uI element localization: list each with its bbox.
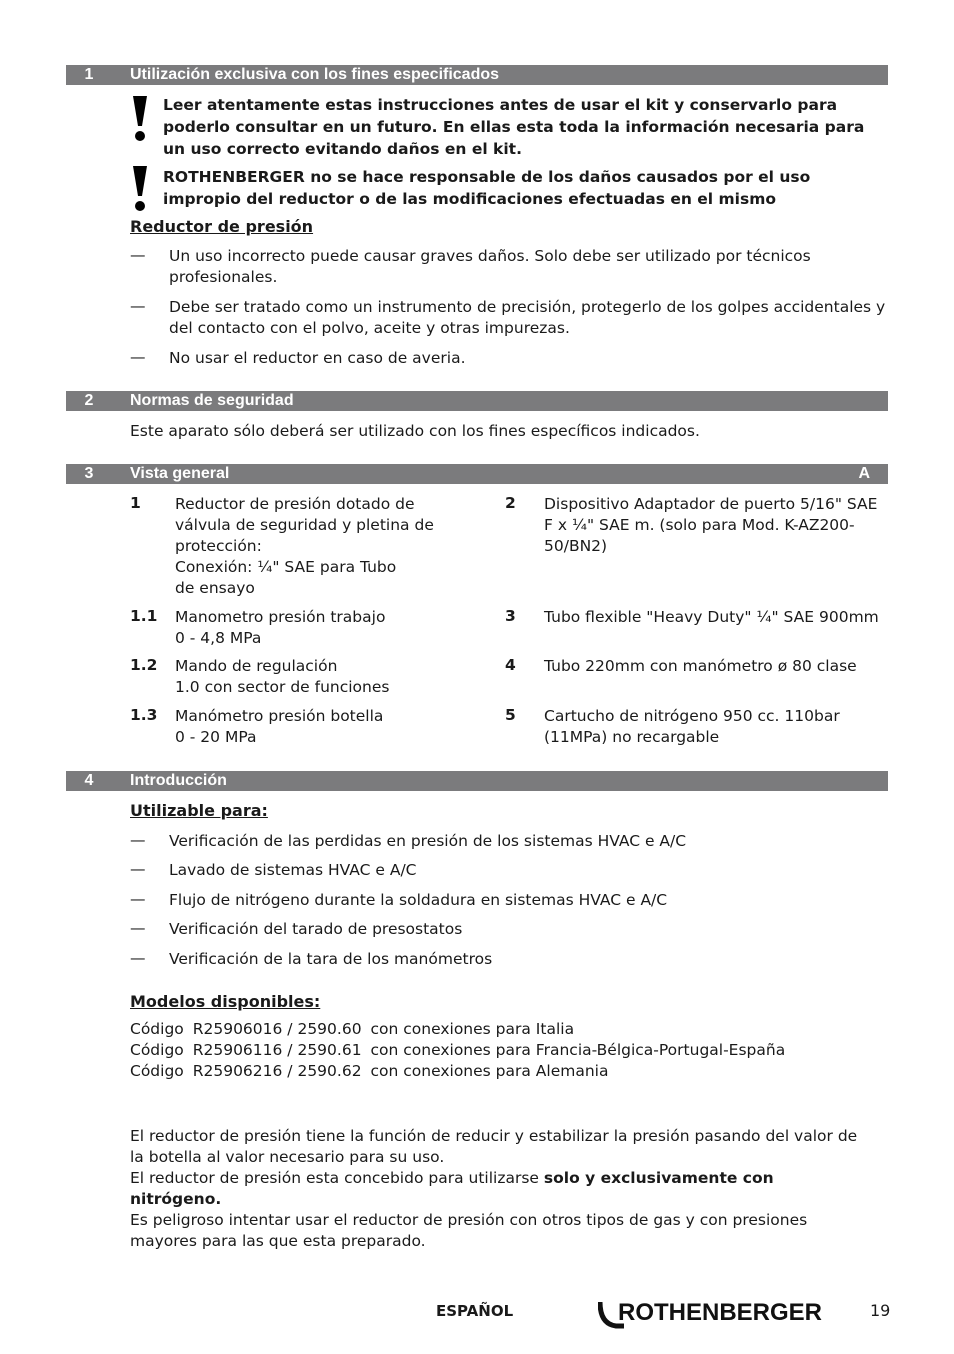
- item-description: Reductor de presión dotado de válvula de seguridad y pletina de protección: Conexión: ¼" SAE para Tubo de ensayo: [175, 495, 434, 597]
- exclamation-icon: [130, 96, 150, 142]
- model-description: con conexiones para Francia-Bélgica-Portugal-España: [370, 1041, 786, 1059]
- model-description: con conexiones para Alemania: [370, 1062, 609, 1080]
- exclamation-icon: [130, 166, 150, 212]
- dash-bullet: —: [130, 919, 146, 937]
- section-2-header: [66, 391, 888, 411]
- models-heading: Modelos disponibles:: [130, 992, 321, 1011]
- rothenberger-logo: [598, 1294, 838, 1334]
- list-item: Flujo de nitrógeno durante la soldadura en sistemas HVAC e A/C: [169, 891, 668, 909]
- item-description: Tubo flexible "Heavy Duty" ¼" SAE 900mm: [544, 608, 879, 626]
- item-number: 5: [505, 706, 516, 724]
- item-number: 1: [130, 494, 141, 512]
- page-number: 19: [870, 1301, 891, 1320]
- dash-bullet: —: [130, 348, 146, 366]
- paragraph-function: El reductor de presión tiene la función de reducir y estabilizar la presión pasando del valor de la botella al valor necesario para su uso.: [130, 1127, 858, 1166]
- item-number: 4: [505, 656, 516, 674]
- item-description: Dispositivo Adaptador de puerto 5/16" SAE F x ¼" SAE m. (solo para Mod. K-AZ200- 50/BN2): [544, 495, 878, 555]
- list-item: No usar el reductor en caso de averia.: [169, 349, 466, 367]
- section-title: Introducción: [130, 772, 227, 789]
- paragraph-nitrogen-text: El reductor de presión esta concebido para utilizarse: [130, 1169, 544, 1187]
- logo-text: ROTHENBERGER: [618, 1299, 823, 1326]
- footer-language: ESPAÑOL: [436, 1302, 514, 1320]
- item-number: 2: [505, 494, 516, 512]
- model-label: Código: [130, 1041, 184, 1059]
- intro-paragraph: [130, 1126, 870, 1252]
- section-title: Normas de seguridad: [130, 392, 294, 409]
- section-title: Utilización exclusiva con los fines especificados: [130, 66, 500, 83]
- item-description: Manometro presión trabajo 0 - 4,8 MPa: [175, 608, 386, 647]
- model-code: R25906016 / 2590.60: [192, 1020, 362, 1038]
- item-description: Mando de regulación 1.0 con sector de funciones: [175, 657, 390, 696]
- model-code: R25906216 / 2590.62: [192, 1062, 362, 1080]
- model-row: [130, 1062, 608, 1080]
- item-description: Manómetro presión botella 0 - 20 MPa: [175, 707, 384, 746]
- item-number: 3: [505, 607, 516, 625]
- list-item: Verificación del tarado de presostatos: [169, 920, 463, 938]
- item-number: 1.3: [130, 706, 158, 724]
- dash-bullet: —: [130, 949, 146, 967]
- list-item: Verificación de las perdidas en presión de los sistemas HVAC e A/C: [169, 832, 687, 850]
- item-number: 1.1: [130, 607, 158, 625]
- figure-reference: A: [858, 465, 870, 482]
- model-row: [130, 1041, 785, 1059]
- model-code: R25906116 / 2590.61: [192, 1041, 362, 1059]
- section-1-header: [66, 65, 888, 85]
- list-item: Debe ser tratado como un instrumento de precisión, protegerlo de los golpes accidentales y del contacto con el polvo, aceite y otras impurezas.: [169, 298, 886, 337]
- section-number: 2: [84, 392, 94, 409]
- item-number: 1.2: [130, 656, 158, 674]
- paragraph-nitrogen-emphasis: solo y exclusivamente con nitrógeno.: [130, 1169, 774, 1208]
- dash-bullet: —: [130, 831, 146, 849]
- section-number: 1: [84, 66, 94, 83]
- model-label: Código: [130, 1062, 184, 1080]
- dash-bullet: —: [130, 890, 146, 908]
- dash-bullet: —: [130, 860, 146, 878]
- utilizable-heading: Utilizable para:: [130, 801, 268, 820]
- section-3-header: [66, 464, 888, 484]
- warning-text: ROTHENBERGER no se hace responsable de los daños causados por el uso impropio del reductor o de las modificaciones efectuadas en el mismo: [163, 168, 811, 208]
- reductor-heading: Reductor de presión: [130, 217, 314, 236]
- model-label: Código: [130, 1020, 184, 1038]
- list-item: Un uso incorrecto puede causar graves daños. Solo debe ser utilizado por técnicos profesionales.: [169, 247, 811, 286]
- item-description: Cartucho de nitrógeno 950 cc. 110bar (11MPa) no recargable: [544, 707, 840, 746]
- paragraph-nitrogen: [130, 1168, 870, 1210]
- section-4-header: [66, 771, 888, 791]
- item-description: Tubo 220mm con manómetro ø 80 clase: [544, 657, 857, 675]
- model-description: con conexiones para Italia: [370, 1020, 575, 1038]
- section-number: 3: [84, 465, 94, 482]
- paragraph-danger: Es peligroso intentar usar el reductor de presión con otros tipos de gas y con presiones mayores para las que esta preparado.: [130, 1211, 808, 1250]
- section-number: 4: [84, 772, 94, 789]
- normas-text: Este aparato sólo deberá ser utilizado con los fines específicos indicados.: [130, 422, 700, 440]
- dash-bullet: —: [130, 297, 146, 315]
- dash-bullet: —: [130, 246, 146, 264]
- model-row: [130, 1020, 574, 1038]
- list-item: Lavado de sistemas HVAC e A/C: [169, 861, 417, 879]
- section-title: Vista general: [130, 465, 230, 482]
- warning-text: Leer atentamente estas instrucciones antes de usar el kit y conservarlo para poderlo consultar en un futuro. En ellas esta toda la información necesaria para un uso correcto evitando daños en el kit.: [163, 96, 865, 158]
- list-item: Verificación de la tara de los manómetros: [169, 950, 493, 968]
